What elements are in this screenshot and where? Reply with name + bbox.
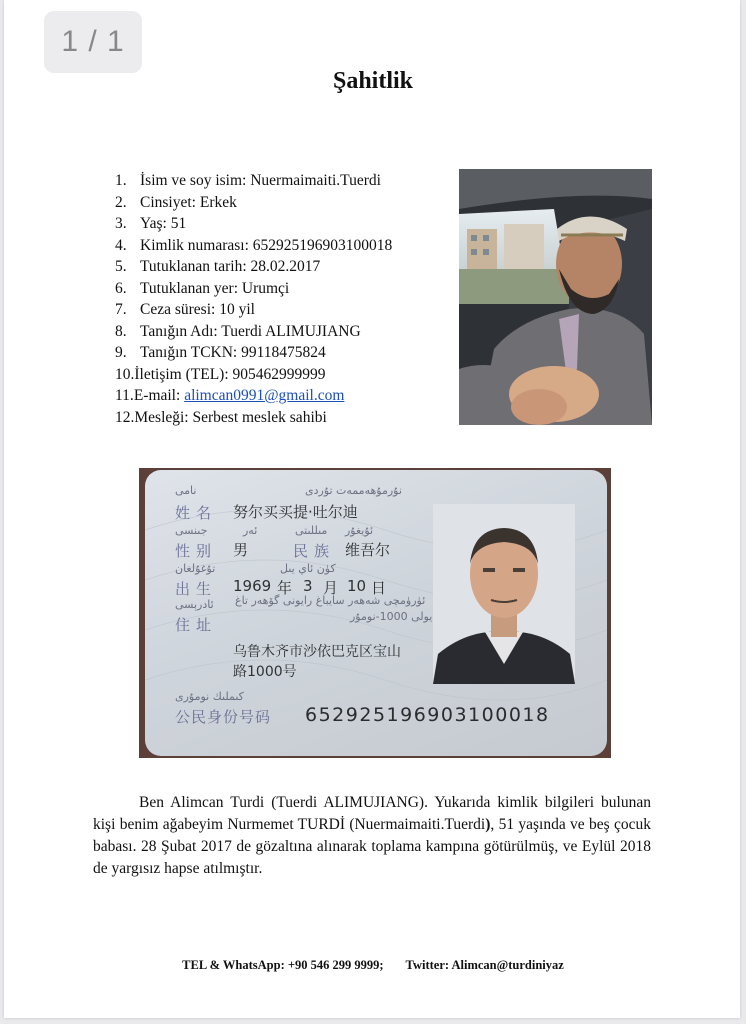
card-ug-birth-values: كۈن ئاي يىل <box>280 562 336 575</box>
card-ug-birth-label: تۇغۇلغان <box>175 562 216 575</box>
card-sex-label: 性别 <box>175 542 218 560</box>
list-item: 12.Mesleği: Serbest meslek sahibi <box>115 408 327 426</box>
card-birth-label: 出生 <box>175 580 218 598</box>
card-address-line1: 乌鲁木齐市沙依巴克区宝山 <box>233 644 401 660</box>
card-id-number: 652925196903100018 <box>305 704 550 726</box>
list-item: 4. Kimlik numarası: 652925196903100018 <box>115 236 393 254</box>
list-item: 5. Tutuklanan tarih: 28.02.2017 <box>115 258 321 275</box>
card-portrait <box>433 504 575 684</box>
statement-paragraph: Ben Alimcan Turdi (Tuerdi ALIMUJIANG). Yukarıda kimlik bilgileri bulunan kişi benim ağabeyim Nurmemet TURDİ (Nuermaimaiti.Tuerdi), 51 yaşında ve beş çocuk babası. 28 Şubat 2017 de gözaltına alınarak toplama kampına götürülmüş, ve Eylül 2018 de yargısız hapse atılmıştır. <box>93 794 651 877</box>
card-birth-year-unit: 年 <box>277 579 293 597</box>
card-sex-value: 男 <box>233 541 249 559</box>
list-item: 1. İsim ve soy isim: Nuermaimaiti.Tuerdi <box>115 172 381 189</box>
card-name-label: 姓名 <box>175 504 218 522</box>
document-title: Şahitlik <box>332 68 414 94</box>
card-name-value: 努尔买买提·吐尔迪 <box>233 503 358 521</box>
card-ug-address-label: ئادرېسى <box>175 598 214 611</box>
card-ug-ethnicity-value: ئۇيغۇر <box>345 524 374 537</box>
card-ug-ethnicity-label: مىللىتى <box>295 524 328 537</box>
card-address-label: 住址 <box>175 616 218 634</box>
card-birth-month-unit: 月 <box>323 579 339 597</box>
list-item: 8. Tanığın Adı: Tuerdi ALIMUJIANG <box>115 322 361 340</box>
card-ug-name-label: نامى <box>175 484 197 497</box>
card-ug-name-value: نۇرمۇھەممەت تۇردى <box>305 484 402 497</box>
card-id-label: 公民身份号码 <box>175 708 272 726</box>
list-item: 7. Ceza süresi: 10 yil <box>115 301 255 318</box>
id-card <box>145 470 607 756</box>
list-item: 11.E-mail: alimcan0991@gmail.com <box>115 387 345 404</box>
card-birth-month: 3 <box>303 577 313 595</box>
card-birth-day: 10 <box>347 577 367 595</box>
card-ug-sex-label: جىنسى <box>175 524 208 537</box>
portrait-illustration <box>459 169 652 425</box>
card-birth-year: 1969 <box>233 577 272 595</box>
card-birth-day-unit: 日 <box>371 579 387 597</box>
portrait-photo <box>459 169 652 425</box>
card-address-line2: 路1000号 <box>233 664 297 680</box>
list-item: 6. Tutuklanan yer: Urumçi <box>115 279 290 297</box>
list-item: 3. Yaş: 51 <box>115 215 187 232</box>
card-portrait-illustration <box>433 504 575 684</box>
card-ethnicity-value: 维吾尔 <box>345 541 391 559</box>
email-link[interactable]: alimcan0991@gmail.com <box>184 387 345 404</box>
info-list <box>115 170 392 428</box>
footer-phone: TEL & WhatsApp: +90 546 299 9999; <box>182 958 384 972</box>
card-ug-sex-value: ئەر <box>243 524 258 537</box>
footer-contact <box>0 958 746 973</box>
card-ug-id-label: كىملىك نومۇرى <box>175 690 244 703</box>
footer-twitter: Twitter: Alimcan@turdiniyaz <box>405 958 564 972</box>
list-item: 2. Cinsiyet: Erkek <box>115 193 237 211</box>
list-item: 10.İletişim (TEL): 905462999999 <box>115 365 326 383</box>
card-ethnicity-label: 民族 <box>293 542 336 560</box>
list-item: 9. Tanığın TCKN: 99118475824 <box>115 344 326 361</box>
id-card-photo <box>139 468 611 758</box>
card-ug-address-line2: يولى 1000-نومۇر <box>350 610 433 623</box>
page-indicator: 1 / 1 <box>44 11 142 73</box>
card-ug-address-line1: ئۈرۈمچى شەھەر سايباغ رايونى گۆھەر تاغ <box>235 594 426 607</box>
